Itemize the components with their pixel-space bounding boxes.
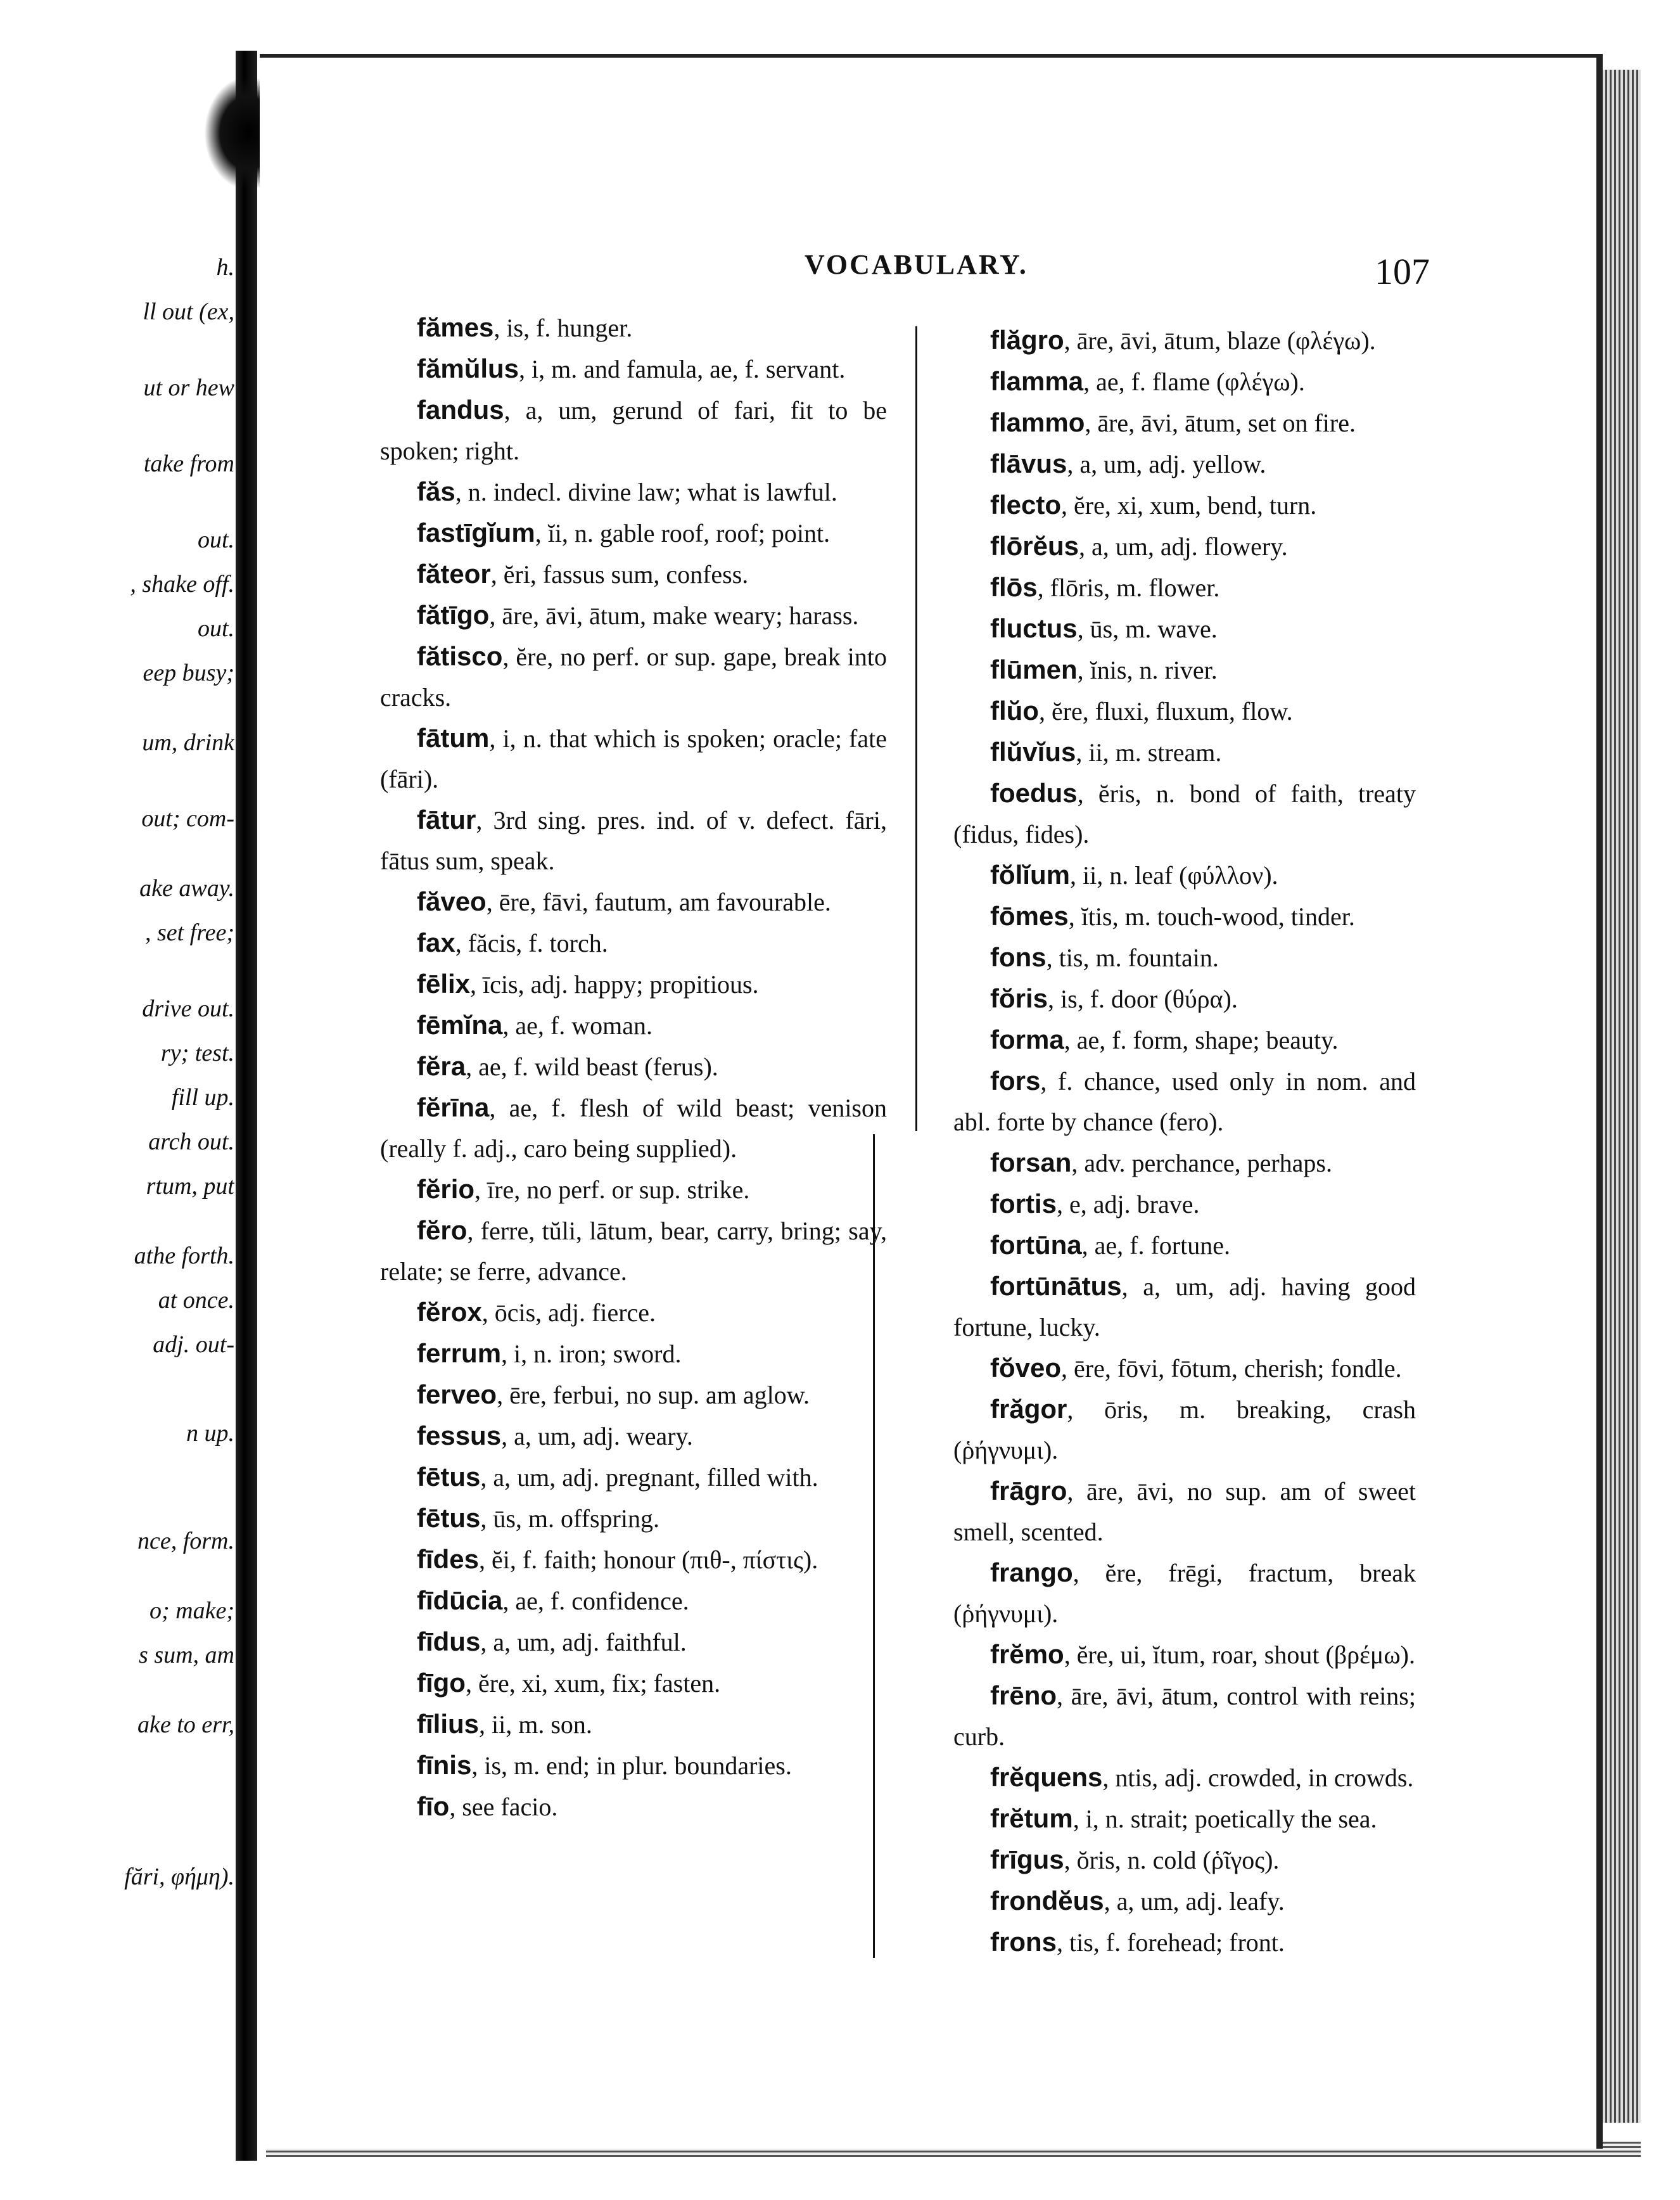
vocab-entry — [380, 881, 887, 923]
vocab-entry — [380, 1005, 887, 1046]
vocab-entry — [953, 1020, 1416, 1061]
headword: foedus — [990, 778, 1078, 808]
entry-definition: , is, f. door (θύρα). — [1048, 985, 1238, 1013]
entry-definition: , ii, m. son. — [479, 1710, 592, 1739]
headword: fax — [417, 928, 455, 957]
entry-definition: , is, f. hunger. — [493, 314, 633, 342]
left-page-fragment: ake to err, — [137, 1711, 234, 1738]
headword: fētus — [417, 1503, 481, 1533]
entry-definition: , ĭtis, m. touch-wood, tinder. — [1068, 902, 1355, 931]
vocab-entry — [380, 1704, 887, 1745]
entry-definition: , n. indecl. divine law; what is lawful. — [455, 478, 837, 506]
left-page-fragment: adj. out- — [153, 1331, 234, 1358]
entry-definition: , a, um, adj. pregnant, filled with. — [480, 1463, 818, 1492]
headword: frīgus — [990, 1845, 1064, 1874]
headword: fīdūcia — [417, 1585, 503, 1615]
headword: fătisco — [417, 641, 503, 671]
headword: frēno — [990, 1680, 1057, 1710]
entry-definition: , e, adj. brave. — [1057, 1190, 1200, 1218]
headword: frĕmo — [990, 1639, 1064, 1669]
vocab-entry — [953, 1225, 1416, 1266]
headword: ferrum — [417, 1338, 502, 1368]
headword: fandus — [417, 395, 504, 425]
vocab-entry — [953, 732, 1416, 773]
vocab-entry — [953, 1881, 1416, 1922]
vocab-entry — [380, 1374, 887, 1416]
left-page-fragment: out. — [197, 615, 234, 642]
headword: fŏlĭum — [990, 860, 1070, 890]
vocab-entry — [380, 513, 887, 554]
left-column — [380, 307, 887, 1827]
entry-definition: , a, um, adj. yellow. — [1067, 450, 1266, 478]
vocab-entry — [953, 978, 1416, 1020]
left-page-fragment: , shake off. — [130, 571, 234, 598]
vocab-entry — [380, 800, 887, 881]
headword: frāgro — [990, 1476, 1067, 1506]
entry-definition: , făcis, f. torch. — [455, 929, 608, 957]
headword: fīnis — [417, 1750, 472, 1780]
vocab-entry — [380, 1046, 887, 1087]
entry-definition: , 3rd sing. pres. ind. of v. defect. fāri, fātus sum, speak. — [380, 806, 887, 875]
entry-definition: , ae, f. flesh of wild beast; venison (really f. adj., caro being supplied). — [380, 1094, 887, 1163]
vocab-entry — [953, 1471, 1416, 1552]
entry-definition: , i, m. and famula, ae, f. servant. — [519, 355, 846, 383]
left-page-fragment: ake away. — [139, 875, 234, 902]
vocab-entry — [953, 1184, 1416, 1225]
left-page-fragment: s sum, am — [139, 1642, 234, 1668]
vocab-entry — [380, 636, 887, 718]
entry-definition: , ēre, fōvi, fōtum, cherish; fondle. — [1061, 1354, 1402, 1383]
vocab-entry — [380, 390, 887, 471]
vocab-entry — [953, 1142, 1416, 1184]
entry-definition: , a, um, gerund of fari, fit to be spoken; right. — [380, 396, 887, 465]
headword: flāvus — [990, 449, 1067, 478]
headword: fātum — [417, 723, 490, 753]
headword: fīo — [417, 1791, 450, 1821]
entry-definition: , ēre, fāvi, fautum, am favourable. — [486, 888, 831, 916]
entry-definition: , ōcis, adj. fierce. — [481, 1298, 656, 1327]
left-page-fragment: athe forth. — [134, 1243, 234, 1269]
left-page-fragment: at once. — [158, 1287, 234, 1314]
entry-definition: , ae, f. fortune. — [1081, 1231, 1230, 1260]
entry-definition: , ae, f. woman. — [502, 1011, 652, 1040]
entry-definition: , ĕre, ui, ĭtum, roar, shout (βρέμω). — [1064, 1640, 1415, 1669]
vocab-entry — [380, 1292, 887, 1333]
entry-definition: , ŏris, n. cold (ῥῖγος). — [1064, 1846, 1280, 1874]
vocab-entry — [380, 595, 887, 636]
vocab-entry — [953, 691, 1416, 732]
entry-definition: , a, um, adj. having good fortune, lucky. — [953, 1272, 1416, 1341]
vocab-entry — [953, 444, 1416, 485]
headword: fons — [990, 942, 1047, 972]
entry-definition: , āre, āvi, ātum, blaze (φλέγω). — [1064, 326, 1376, 355]
vocab-entry — [953, 1552, 1416, 1634]
entry-definition: , i, n. iron; sword. — [501, 1340, 682, 1368]
vocab-entry — [953, 402, 1416, 444]
headword: flōrĕus — [990, 531, 1079, 561]
headword: fētus — [417, 1462, 481, 1492]
vocab-entry — [380, 349, 887, 390]
left-page-fragment: take from — [143, 451, 234, 477]
headword: frons — [990, 1927, 1057, 1957]
entry-definition: , tis, m. fountain. — [1046, 943, 1219, 972]
headword: frango — [990, 1557, 1073, 1587]
vocab-entry — [380, 1621, 887, 1663]
vocab-entry — [380, 1745, 887, 1786]
entry-definition: , ii, m. stream. — [1076, 738, 1222, 767]
vocab-entry — [953, 1922, 1416, 1963]
entry-definition: , ēre, ferbui, no sup. am aglow. — [497, 1381, 810, 1409]
entry-definition: , īre, no perf. or sup. strike. — [474, 1175, 750, 1204]
headword: flamma — [990, 366, 1084, 396]
headword: fŏris — [990, 983, 1048, 1013]
entry-definition: , ĕre, fluxi, fluxum, flow. — [1038, 697, 1293, 726]
headword: fōmes — [990, 901, 1069, 931]
headword: fătīgo — [417, 600, 490, 630]
entry-definition: , ĭi, n. gable roof, roof; point. — [535, 519, 830, 547]
left-page-fragment: rtum, put — [146, 1173, 234, 1199]
headword: fīlius — [417, 1709, 480, 1739]
entry-definition: , i, n. that which is spoken; oracle; fate (fāri). — [380, 724, 887, 793]
entry-definition: , āre, āvi, ātum, make weary; harass. — [489, 601, 859, 630]
entry-definition: , ūs, m. offspring. — [480, 1504, 659, 1533]
entry-definition: , ĕre, no perf. or sup. gape, break into cracks. — [380, 643, 887, 712]
left-page-fragment: eep busy; — [143, 660, 234, 686]
headword: flŭvĭus — [990, 737, 1076, 767]
entry-definition: , a, um, adj. flowery. — [1079, 532, 1288, 561]
vocab-entry — [380, 1786, 887, 1827]
vocab-entry — [380, 718, 887, 800]
left-page-fragment: out; com- — [141, 805, 234, 832]
vocab-entry — [953, 320, 1416, 361]
entry-definition: , ae, f. wild beast (ferus). — [466, 1052, 718, 1081]
entry-definition: , āre, āvi, ātum, control with reins; curb. — [953, 1682, 1416, 1751]
vocab-entry — [953, 1757, 1416, 1798]
headword: fĕrīna — [417, 1092, 490, 1122]
headword: fastīgĭum — [417, 518, 535, 547]
left-page-fragment: out. — [197, 527, 234, 553]
headword: fīgo — [417, 1668, 466, 1698]
entry-definition: , adv. perchance, perhaps. — [1071, 1149, 1332, 1177]
headword: făveo — [417, 886, 487, 916]
headword: flecto — [990, 490, 1062, 520]
vocab-entry — [953, 1798, 1416, 1839]
entry-definition: , āre, āvi, ātum, set on fire. — [1085, 409, 1356, 437]
page-edges-right — [1596, 70, 1641, 2123]
headword: flūmen — [990, 655, 1078, 684]
vocab-entry — [953, 896, 1416, 937]
vocab-entry — [953, 361, 1416, 402]
headword: fātur — [417, 805, 476, 835]
vocab-entry — [953, 1675, 1416, 1757]
headword: flăgro — [990, 325, 1064, 355]
entry-definition: , ae, f. confidence. — [502, 1587, 689, 1615]
vocab-entry — [953, 526, 1416, 567]
entry-definition: , ii, n. leaf (φύλλον). — [1069, 861, 1278, 890]
entry-definition: , is, m. end; in plur. boundaries. — [471, 1751, 792, 1780]
entry-definition: , ĭnis, n. river. — [1077, 656, 1218, 684]
headword: flōs — [990, 572, 1038, 602]
left-page-fragment: , set free; — [144, 919, 234, 946]
vocab-entry — [380, 1580, 887, 1621]
left-page-fragment: fări, φήμη). — [124, 1864, 234, 1890]
vocab-entry — [380, 1087, 887, 1169]
left-page-fragment: fill up. — [171, 1084, 234, 1111]
entry-definition: , ĕre, xi, xum, fix; fasten. — [465, 1669, 721, 1698]
entry-definition: , ferre, tŭli, lātum, bear, carry, bring; say, relate; se ferre, advance. — [380, 1217, 887, 1286]
headword: fŏveo — [990, 1353, 1062, 1383]
headword: fĕrox — [417, 1297, 482, 1327]
vocab-entry — [953, 855, 1416, 896]
running-head: VOCABULARY. — [805, 249, 1028, 280]
vocab-entry — [380, 1457, 887, 1498]
vocab-entry — [380, 1333, 887, 1374]
vocab-entry — [380, 1539, 887, 1580]
headword: flŭo — [990, 696, 1039, 726]
vocab-entry — [953, 1348, 1416, 1389]
entry-definition: , īcis, adj. happy; propitious. — [470, 970, 759, 999]
vocab-entry — [380, 1498, 887, 1539]
entry-definition: , ūs, m. wave. — [1077, 615, 1218, 643]
headword: fămŭlus — [417, 354, 519, 383]
vocab-entry — [380, 1210, 887, 1292]
headword: făs — [417, 476, 455, 506]
entry-definition: , ae, f. flame (φλέγω). — [1083, 368, 1305, 396]
headword: fluctus — [990, 613, 1078, 643]
left-page-fragment: arch out. — [148, 1129, 234, 1155]
vocab-entry — [953, 485, 1416, 526]
vocab-entry — [953, 937, 1416, 978]
entry-definition: , ĕris, n. bond of faith, treaty (fidus, fides). — [953, 779, 1416, 848]
headword: fortis — [990, 1189, 1057, 1218]
headword: forsan — [990, 1148, 1072, 1177]
vocab-entry — [953, 608, 1416, 649]
vocab-entry — [953, 1266, 1416, 1348]
entry-definition: , see facio. — [449, 1793, 558, 1821]
entry-definition: , ntis, adj. crowded, in crowds. — [1102, 1763, 1414, 1792]
entry-definition: , a, um, adj. faithful. — [480, 1628, 687, 1656]
page-number: 107 — [1375, 251, 1430, 292]
headword: fĕro — [417, 1215, 468, 1245]
headword: făteor — [417, 559, 491, 589]
left-page-fragment: ll out (ex, — [143, 298, 234, 325]
vocab-entry — [380, 307, 887, 349]
left-page-fragment: um, drink — [142, 729, 234, 756]
left-page-fragment: n up. — [186, 1420, 234, 1447]
vocab-entry — [380, 1169, 887, 1210]
entry-definition: , ĕre, frēgi, fractum, break (ῥήγνυμι). — [953, 1559, 1416, 1628]
headword: fortūnātus — [990, 1271, 1122, 1301]
entry-definition: , ĕi, f. faith; honour (πιθ-, πίστις). — [479, 1545, 818, 1574]
entry-definition: , ĕre, xi, xum, bend, turn. — [1061, 491, 1317, 520]
vocab-entry — [380, 964, 887, 1005]
entry-definition: , ōris, m. breaking, crash (ῥήγνυμι). — [953, 1395, 1416, 1464]
left-page-fragment: nce, form. — [137, 1528, 234, 1554]
vocab-entry — [953, 773, 1416, 855]
headword: fēlix — [417, 969, 471, 999]
vocab-entry — [380, 923, 887, 964]
entry-definition: , āre, āvi, no sup. am of sweet smell, scented. — [953, 1477, 1416, 1546]
vocab-entry — [380, 471, 887, 513]
headword: fămes — [417, 312, 494, 342]
left-page-fragment: ut or hew — [143, 374, 234, 401]
right-column — [953, 320, 1416, 1963]
vocab-entry — [953, 1839, 1416, 1881]
entry-definition: , a, um, adj. leafy. — [1104, 1887, 1285, 1915]
vocab-entry — [953, 1061, 1416, 1142]
vocab-entry — [953, 1634, 1416, 1675]
left-page — [0, 57, 234, 2148]
book-spine — [236, 51, 257, 2161]
headword: fĕra — [417, 1051, 466, 1081]
headword: forma — [990, 1025, 1064, 1054]
entry-definition: , a, um, adj. weary. — [501, 1422, 693, 1450]
entry-definition: , ĕri, fassus sum, confess. — [490, 560, 749, 589]
left-page-fragment: h. — [216, 254, 234, 281]
headword: frĕtum — [990, 1803, 1073, 1833]
headword: fīdus — [417, 1627, 481, 1656]
vocab-entry — [953, 1389, 1416, 1471]
vocab-entry — [380, 554, 887, 595]
headword: fortūna — [990, 1230, 1082, 1260]
headword: frăgor — [990, 1394, 1067, 1424]
left-page-fragment: ry; test. — [160, 1040, 234, 1066]
vocab-entry — [953, 649, 1416, 691]
headword: frondĕus — [990, 1886, 1104, 1915]
headword: fessus — [417, 1421, 502, 1450]
headword: fēmĭna — [417, 1010, 503, 1040]
headword: fīdes — [417, 1544, 480, 1574]
left-page-fragment: o; make; — [150, 1597, 234, 1624]
entry-definition: , ae, f. form, shape; beauty. — [1064, 1026, 1339, 1054]
headword: ferveo — [417, 1379, 497, 1409]
vocab-entry — [953, 567, 1416, 608]
vocab-entry — [380, 1416, 887, 1457]
vocab-entry — [380, 1663, 887, 1704]
headword: fors — [990, 1066, 1041, 1096]
left-page-fragment: drive out. — [142, 995, 234, 1022]
headword: flammo — [990, 407, 1085, 437]
entry-definition: , tis, f. forehead; front. — [1057, 1928, 1285, 1957]
entry-definition: , i, n. strait; poetically the sea. — [1072, 1805, 1377, 1833]
column-rule-upper — [915, 326, 917, 1131]
entry-definition: , f. chance, used only in nom. and abl. forte by chance (fero). — [953, 1067, 1416, 1136]
headword: fĕrio — [417, 1174, 475, 1204]
entry-definition: , flōris, m. flower. — [1037, 573, 1220, 602]
headword: frĕquens — [990, 1762, 1103, 1792]
